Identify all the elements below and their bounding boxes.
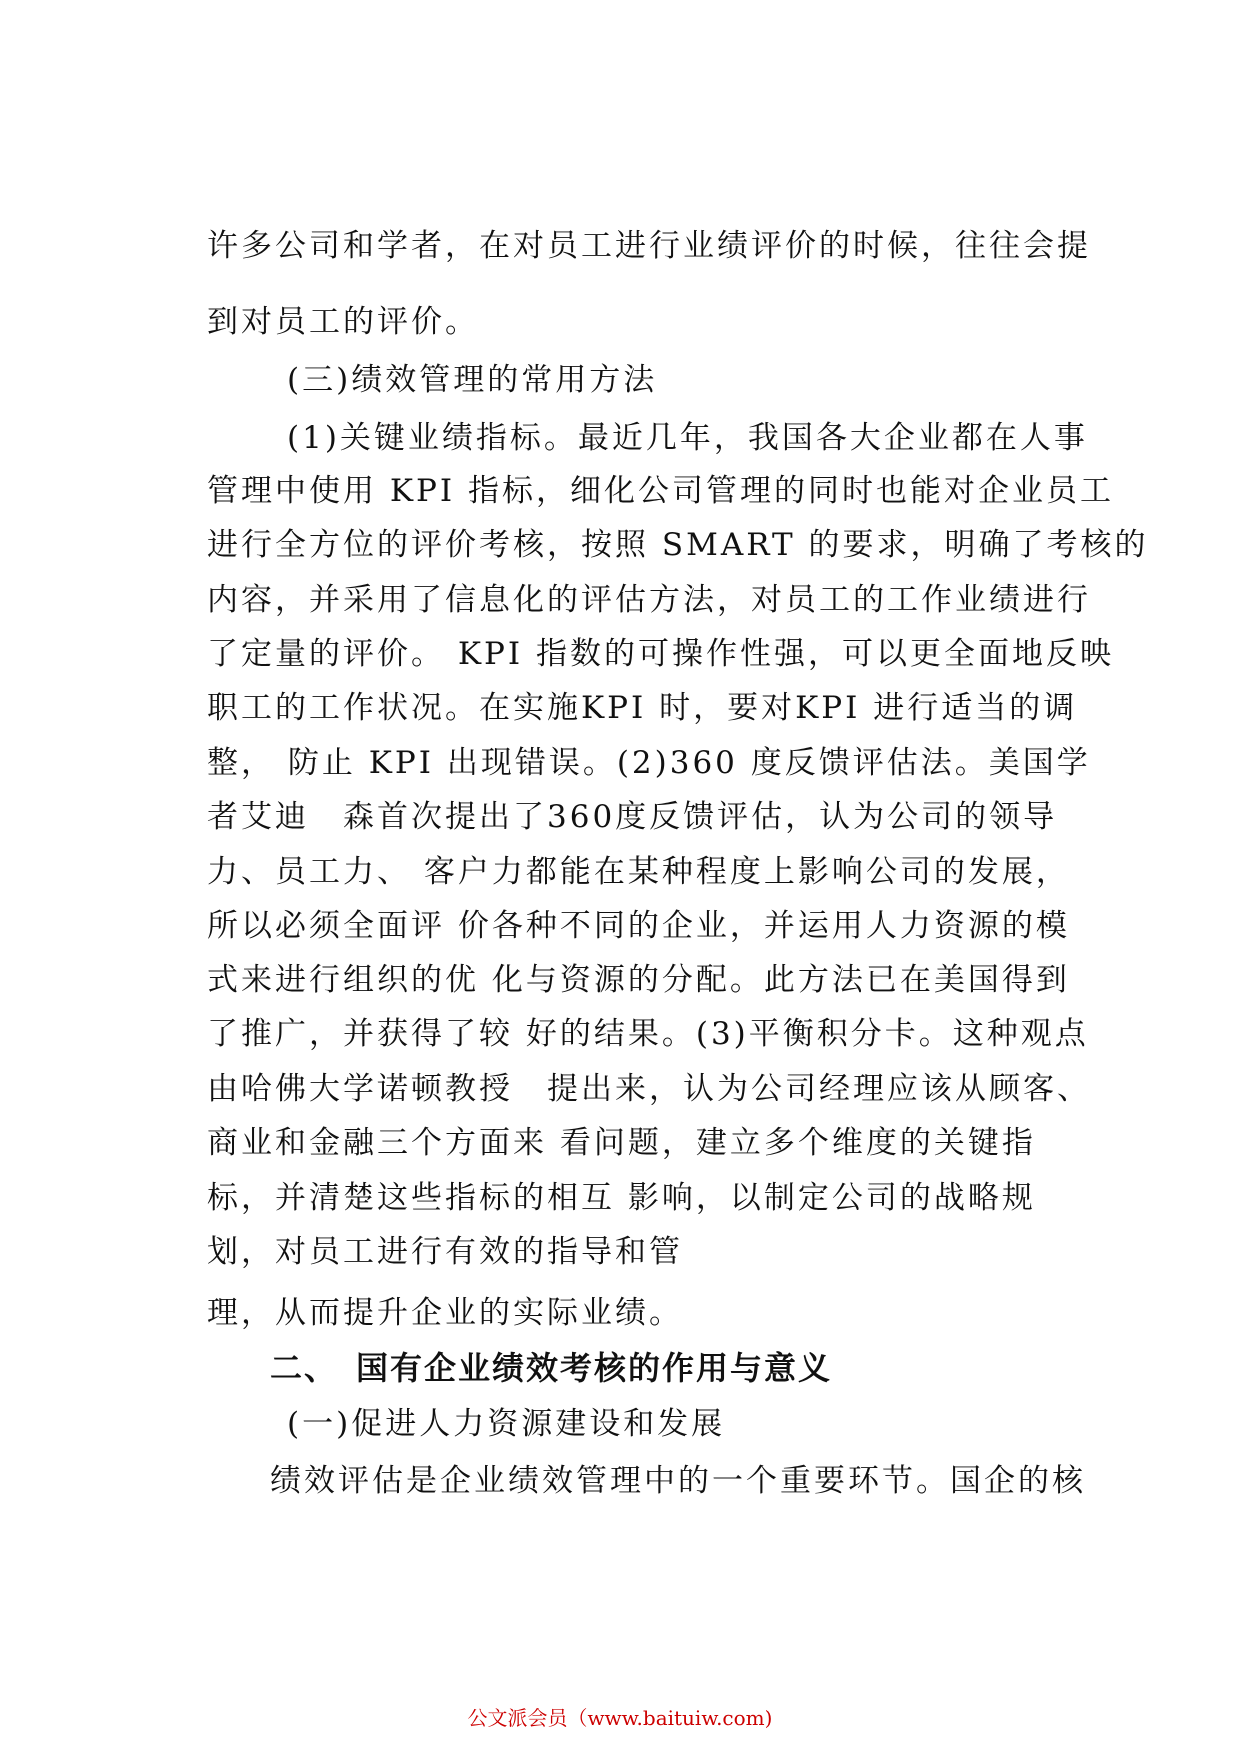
subsection-heading: (一)促进人力资源建设和发展 [287, 1406, 726, 1442]
text-line: 到对员工的评价。 [207, 304, 479, 340]
text-line: 了定量的评价。 KPI 指数的可操作性强，可以更全面地反映 [207, 636, 1114, 672]
paragraph-start: 绩效评估是企业绩效管理中的一个重要环节。国企的核 [270, 1463, 1086, 1499]
text-line: (1)关键业绩指标。最近几年，我国各大企业都在人事 [287, 420, 1088, 456]
text-line: 进行全方位的评价考核，按照 SMART 的要求，明确了考核的 [207, 527, 1149, 563]
text-line: 所以必须全面评 价各种不同的企业，并运用人力资源的模 [207, 908, 1070, 944]
footer-watermark: 公文派会员（www.baituiw.com) [467, 1706, 773, 1730]
text-line: 标，并清楚这些指标的相互 影响，以制定公司的战略规 [207, 1180, 1036, 1216]
text-line: 者艾迪 森首次提出了360度反馈评估，认为公司的领导 [207, 799, 1058, 835]
text-line: 由哈佛大学诺顿教授 提出来，认为公司经理应该从顾客、 [207, 1071, 1091, 1107]
subheading-methods: (三)绩效管理的常用方法 [287, 362, 658, 398]
section-heading: 二、 国有企业绩效考核的作用与意义 [270, 1349, 833, 1387]
text-line: 管理中使用 KPI 指标，细化公司管理的同时也能对企业员工 [207, 473, 1114, 509]
text-line: 理，从而提升企业的实际业绩。 [207, 1295, 683, 1331]
text-line: 整， 防止 KPI 出现错误。(2)360 度反馈评估法。美国学 [207, 745, 1091, 781]
text-line: 许多公司和学者，在对员工进行业绩评价的时候，往往会提 [207, 228, 1091, 264]
text-line: 内容，并采用了信息化的评估方法，对员工的工作业绩进行 [207, 582, 1091, 618]
text-line: 式来进行组织的优 化与资源的分配。此方法已在美国得到 [207, 962, 1070, 998]
text-line: 划，对员工进行有效的指导和管 [207, 1234, 683, 1270]
text-line: 了推广，并获得了较 好的结果。(3)平衡积分卡。这种观点 [207, 1016, 1089, 1052]
text-line: 力、员工力、 客户力都能在某种程度上影响公司的发展， [207, 854, 1070, 890]
text-line: 商业和金融三个方面来 看问题，建立多个维度的关键指 [207, 1125, 1036, 1161]
text-line: 职工的工作状况。在实施KPI 时，要对KPI 进行适当的调 [207, 690, 1078, 726]
